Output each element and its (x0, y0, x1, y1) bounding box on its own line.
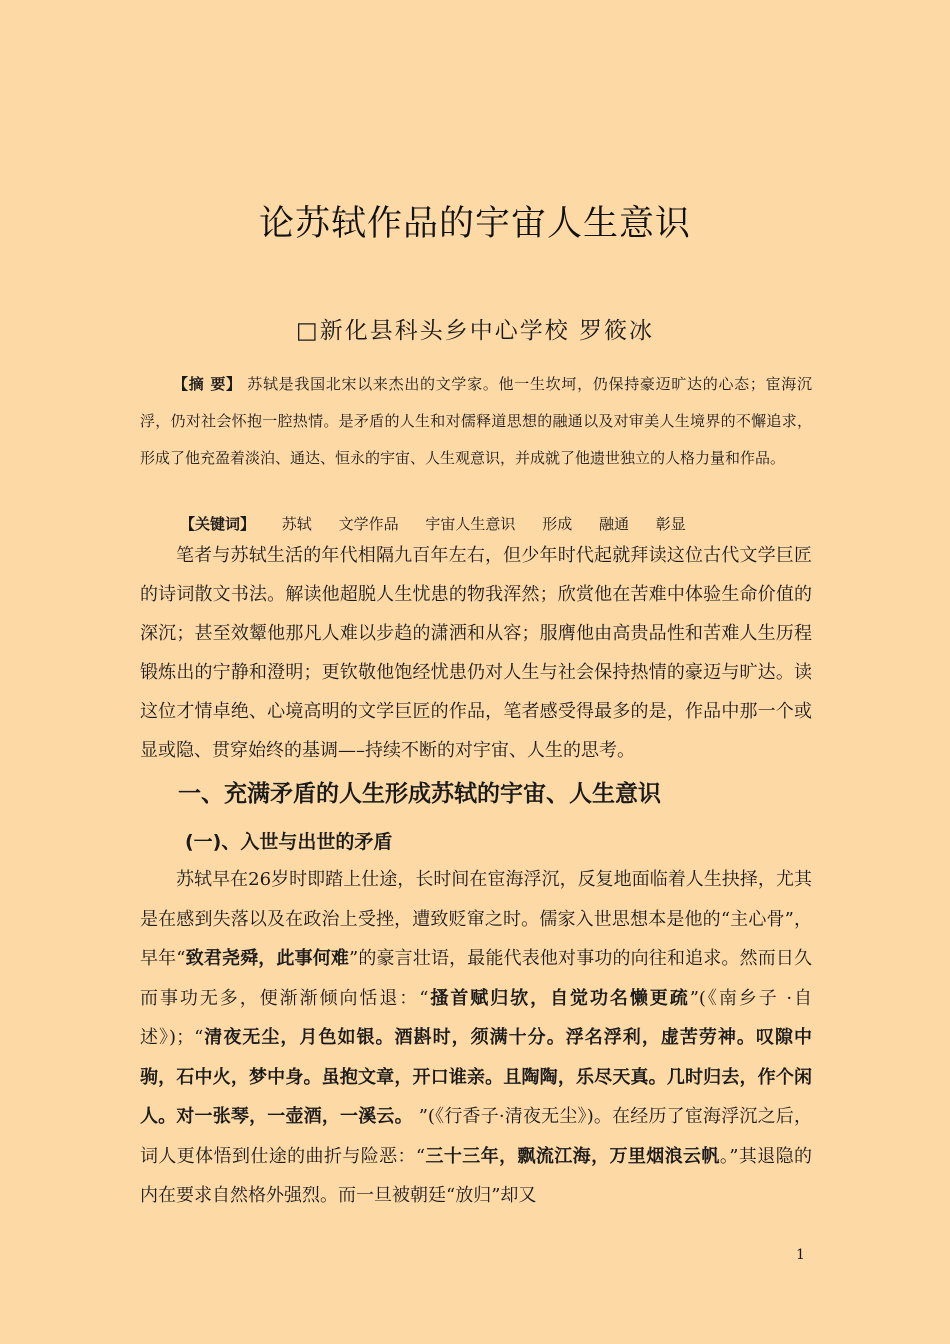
page-title: 论苏轼作品的宇宙人生意识 (258, 204, 691, 244)
keyword: 文学作品 (338, 515, 399, 533)
quote-text: 三十三年，飘流江海，万里烟浪云帆 (425, 1145, 720, 1167)
section-paragraph (140, 860, 812, 1216)
keyword: 宇宙人生意识 (425, 515, 516, 533)
abstract-text: 苏轼是我国北宋以来杰出的文学家。他一生坎坷，仍保持豪迈旷达的心态；宦海沉浮，仍对社会怀抱一腔热情。是矛盾的人生和对儒释道思想的融通以及对审美人生境界的不懈追求，形成了他充盈着淡泊、通达、恒永的宇宙、人生观意识，并成就了他遗世独立的人格力量和作品。 (140, 375, 812, 467)
keywords (140, 509, 852, 539)
intro-paragraph: 笔者与苏轼生活的年代相隔九百年左右，但少年时代起就拜读这位古代文学巨匠的诗词散文书法。解读他超脱人生忧患的物我浑然；欣赏他在苦难中体验生命价值的深沉；甚至效颦他那凡人难以步趋的潇洒和从容；服膺他由高贵品性和苦难人生历程锻炼出的宁静和澄明；更钦敬他饱经忧患仍对人生与社会保持热情的豪迈与旷达。读这位才情卓绝、心境高明的文学巨匠的作品，笔者感受得最多的是，作品中那一个或显或隐、贯穿始终的基调—–持续不断的对宇宙、人生的思考。 (140, 545, 812, 761)
quote-text: 清夜无尘，月色如银。酒斟时，须满十分。浮名浮利，虚苦劳神。叹隙中驹，石中火，梦中身。虽抱文章，开口谁亲。且陶陶，乐尽天真。几时归去，作个闲人。对一张琴，一壶酒，一溪云。 (140, 1027, 812, 1127)
keyword: 苏轼 (281, 515, 312, 533)
keyword: 融通 (598, 515, 629, 533)
keywords-label: 【关键词】 (180, 515, 256, 533)
paragraph-text: ”的豪言壮语，最能代表他对事功的向往和追求。然而日久而事功无多，便渐渐倾向恬退：“ (140, 948, 813, 1009)
paragraph-text: ”(《南乡子 ·自述》)；“ (140, 987, 812, 1048)
quote-text: 搔首赋归欤，自觉功名懒更疏 (428, 987, 690, 1009)
paragraph-text: 苏轼早在26岁时即踏上仕途，长时间在宦海浮沉，反复地面临着人生抉择，尤其是在感到失落以及在政治上受挫，遭致贬窜之时。儒家入世思想本是他的“主心骨”，早年“ (140, 869, 812, 969)
page-number: 1 (796, 1247, 805, 1263)
keyword: 彰显 (655, 515, 686, 533)
subsection-heading: (一)、入世与出世的矛盾 (185, 831, 393, 853)
abstract-label: 【摘 要】 (173, 375, 242, 393)
section-heading: 一、充满矛盾的人生形成苏轼的宇宙、人生意识 (178, 781, 661, 807)
abstract (140, 366, 812, 477)
paragraph-text: 。”其退隐的内在要求自然格外强烈。而一旦被朝廷“放归”却又 (140, 1145, 813, 1206)
keyword: 形成 (542, 515, 573, 533)
author-line: □新化县科头乡中心学校 罗筱冰 (295, 318, 655, 344)
paragraph-text: ”(《行香子·清夜无尘》)。在经历了宦海浮沉之后，词人更体悟到仕途的曲折与险恶：“ (140, 1106, 812, 1167)
quote-text: 致君尧舜，此事何难 (185, 948, 350, 969)
